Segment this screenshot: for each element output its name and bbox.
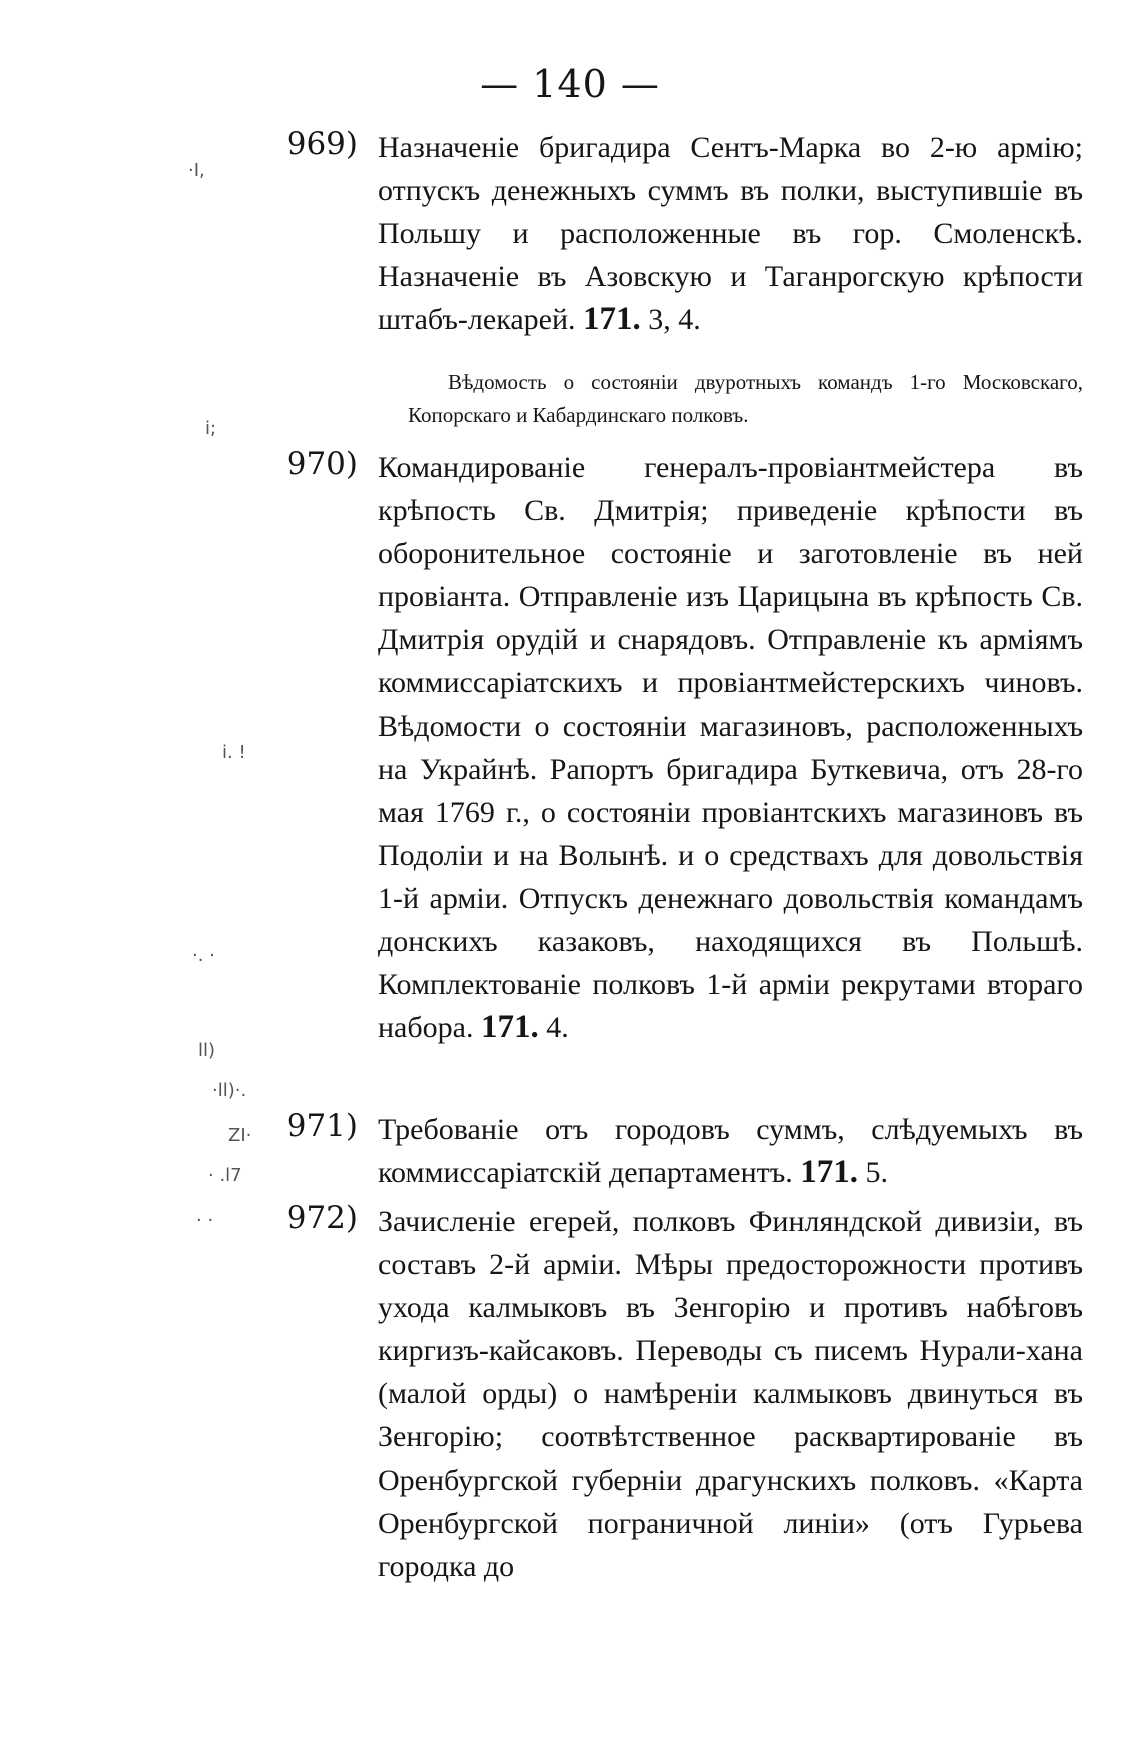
- entry-text: [378, 446, 1083, 1049]
- entry-body: Требованіе отъ городовъ суммъ, слѣдуемыхъ въ коммиссаріатскій департаментъ.: [378, 1113, 1083, 1190]
- entry-number: 970): [286, 446, 358, 482]
- margin-mark: ·. ·: [192, 945, 215, 966]
- entry-number: 969): [286, 126, 358, 162]
- margin-mark: i. !: [222, 742, 246, 763]
- margin-mark: ZI·: [228, 1125, 252, 1146]
- margin-mark: ·ll)·.: [212, 1080, 247, 1101]
- entry-note: Вѣдомость о состояніи двуротныхъ командъ 1-го Московскаго, Копорскаго и Кабардинскаго полковъ.: [408, 370, 1083, 427]
- page-ref: 5.: [858, 1156, 889, 1190]
- page-ref: 3, 4.: [640, 303, 701, 337]
- entry-body: Назначеніе бригадира Сентъ-Марка во 2-ю армію; отпускъ денежныхъ суммъ въ полки, выступившіе въ Польшу и расположенные въ гор. Смоленскѣ. Назначеніе въ Азовскую и Таганрогскую крѣпости штабъ-лекарей.: [378, 131, 1083, 337]
- entry-body: Командированіе генералъ-провіантмейстера въ крѣпость Св. Дмитрія; приведеніе крѣпости въ оборонительное состояніе и заготовленіе въ ней провіанта. Отправленіе изъ Царицына въ крѣпость Св. Дмитрія орудій и снарядовъ. Отправленіе къ арміямъ коммиссаріатскихъ и провіантмейстерскихъ чиновъ. Вѣдомости о состояніи магазиновъ, расположенныхъ на Украйнѣ. Рапортъ бригадира Буткевича, отъ 28-го мая 1769 г., о состояніи провіантскихъ магазиновъ въ Подоліи и на Волынѣ. и о средствахъ для довольствія 1-й арміи. Отпускъ денежнаго довольствія командамъ донскихъ казаковъ, находящихся въ Польшѣ. Комплектованіе полковъ 1-й арміи рекрутами втораго набора.: [378, 451, 1083, 1045]
- margin-mark: ll): [198, 1040, 216, 1061]
- entry-number: 971): [286, 1108, 358, 1144]
- entry-number: 972): [286, 1200, 358, 1236]
- page-ref: 4.: [538, 1011, 569, 1045]
- margin-mark: · .l7: [208, 1165, 242, 1186]
- entry-text: [378, 1200, 1083, 1588]
- entry-text: [378, 126, 1083, 341]
- volume-ref: 171.: [800, 1154, 859, 1191]
- page-number: — 140 —: [480, 62, 660, 106]
- margin-mark: i;: [205, 418, 217, 439]
- entry-text: [378, 1108, 1083, 1194]
- volume-ref: 171.: [480, 1009, 539, 1046]
- volume-ref: 171.: [583, 301, 641, 338]
- margin-mark: ·I,: [188, 160, 205, 181]
- entry-body: Зачисленіе егерей, полковъ Финляндской дивизіи, въ составъ 2-й арміи. Мѣры предосторожности противъ ухода калмыковъ въ Зенгорію и противъ набѣговъ киргизъ-кайсаковъ. Переводы съ писемъ Нурали-хана (малой орды) о намѣреніи калмыковъ двинуться въ Зенгорію; соотвѣтственное расквартированіе въ Оренбургской губерніи драгунскихъ полковъ. «Карта Оренбургской пограничной линіи» (отъ Гурьева городка до: [378, 1205, 1083, 1583]
- margin-mark: · ·: [196, 1210, 214, 1231]
